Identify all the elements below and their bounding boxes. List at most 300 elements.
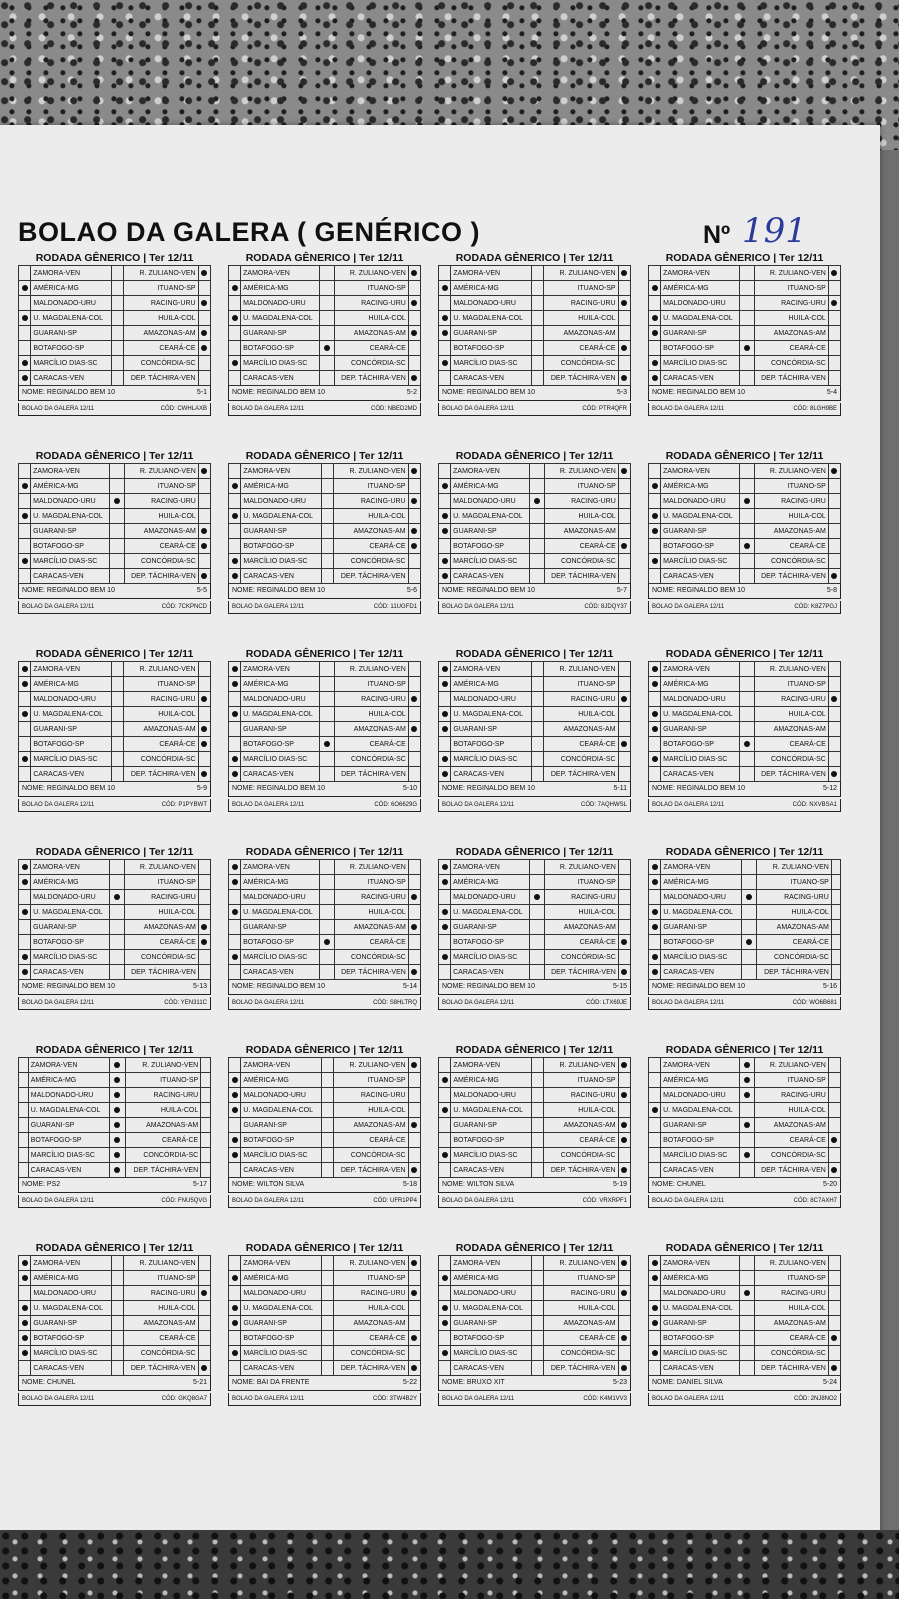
home-pick-cell bbox=[649, 539, 661, 554]
draw-pick-cell bbox=[741, 890, 757, 905]
home-team: MARCÍLIO DIAS-SC bbox=[451, 356, 531, 371]
away-team: R. ZULIANO-VEN bbox=[334, 1256, 408, 1271]
game-row bbox=[229, 752, 421, 767]
away-team: AMAZONAS-AM bbox=[335, 920, 409, 935]
card-footer-row bbox=[18, 799, 211, 812]
away-pick-cell bbox=[408, 1271, 420, 1286]
pick-mark-icon bbox=[22, 879, 28, 885]
home-pick-cell bbox=[229, 1286, 241, 1301]
away-pick-cell bbox=[828, 296, 840, 311]
away-pick-cell bbox=[618, 935, 630, 950]
draw-pick-cell bbox=[320, 341, 335, 356]
away-team: CONCÓRDIA-SC bbox=[755, 554, 829, 569]
away-team: DEP. TÁCHIRA-VEN bbox=[544, 1361, 618, 1376]
game-row bbox=[439, 677, 631, 692]
draw-pick-cell bbox=[531, 1286, 543, 1301]
pick-mark-icon bbox=[744, 1092, 750, 1098]
home-team: GUARANI-SP bbox=[451, 326, 531, 341]
game-row bbox=[229, 920, 421, 935]
away-pick-cell bbox=[408, 737, 420, 752]
home-team: ZAMORA-VEN bbox=[241, 1256, 321, 1271]
away-team: R. ZULIANO-VEN bbox=[755, 266, 829, 281]
game-row bbox=[649, 752, 841, 767]
game-row bbox=[19, 1331, 211, 1346]
home-team: AMÉRICA-MG bbox=[451, 875, 530, 890]
card-cod: CÓD: YEN311C bbox=[164, 1000, 207, 1006]
card-code: 5-5 bbox=[196, 587, 207, 594]
pick-mark-icon bbox=[411, 696, 417, 702]
card-cod: CÓD: 7AQHWSL bbox=[580, 802, 627, 808]
pick-mark-icon bbox=[621, 1092, 627, 1098]
pick-mark-icon bbox=[411, 330, 417, 336]
away-team: DEP. TÁCHIRA-VEN bbox=[335, 371, 409, 386]
away-pick-cell bbox=[618, 371, 630, 386]
away-pick-cell bbox=[831, 935, 840, 950]
pick-mark-icon bbox=[232, 483, 238, 489]
pick-mark-icon bbox=[114, 1167, 120, 1173]
game-row bbox=[439, 1088, 631, 1103]
home-pick-cell bbox=[649, 1286, 661, 1301]
draw-pick-cell bbox=[531, 737, 543, 752]
home-pick-cell bbox=[19, 677, 31, 692]
pick-mark-icon bbox=[442, 1152, 448, 1158]
home-pick-cell bbox=[649, 554, 661, 569]
game-row bbox=[19, 875, 211, 890]
draw-pick-cell bbox=[740, 722, 755, 737]
draw-pick-cell bbox=[740, 356, 755, 371]
player-name: NOME: BRUXO XIT bbox=[442, 1379, 505, 1386]
game-row bbox=[229, 1346, 421, 1361]
game-row bbox=[19, 479, 211, 494]
pick-mark-icon bbox=[442, 1305, 448, 1311]
bet-card bbox=[648, 1043, 841, 1223]
home-team: U. MAGDALENA-COL bbox=[241, 1103, 321, 1118]
away-pick-cell bbox=[828, 1256, 840, 1271]
away-pick-cell bbox=[198, 1286, 210, 1301]
away-team: DEP. TÁCHIRA-VEN bbox=[545, 965, 619, 980]
draw-pick-cell bbox=[110, 920, 125, 935]
pick-mark-icon bbox=[411, 468, 417, 474]
bolao-label: BOLAO DA GALERA 12/11 bbox=[232, 406, 305, 412]
game-row bbox=[649, 569, 841, 584]
home-team: MARCÍLIO DIAS-SC bbox=[451, 950, 530, 965]
draw-pick-cell bbox=[110, 479, 125, 494]
game-row bbox=[649, 875, 841, 890]
home-pick-cell bbox=[229, 539, 241, 554]
home-pick-cell bbox=[649, 965, 661, 980]
draw-pick-cell bbox=[531, 677, 543, 692]
card-name-row bbox=[18, 584, 211, 599]
away-pick-cell bbox=[828, 356, 840, 371]
pick-mark-icon bbox=[411, 375, 417, 381]
away-pick-cell bbox=[408, 1118, 420, 1133]
pick-mark-icon bbox=[22, 681, 28, 687]
home-team: U. MAGDALENA-COL bbox=[661, 1301, 740, 1316]
bet-card bbox=[648, 251, 841, 431]
draw-pick-cell bbox=[321, 1133, 333, 1148]
draw-pick-cell bbox=[741, 860, 757, 875]
card-title: RODADA GÊNERICO | Ter 12/11 bbox=[245, 846, 404, 858]
away-team: HUILA-COL bbox=[125, 905, 199, 920]
away-pick-cell bbox=[201, 1073, 211, 1088]
game-row bbox=[229, 1073, 421, 1088]
home-team: BOTAFOGO-SP bbox=[241, 1331, 321, 1346]
card-name-row bbox=[648, 1376, 841, 1391]
home-pick-cell bbox=[649, 311, 661, 326]
home-pick-cell bbox=[439, 1148, 451, 1163]
home-pick-cell bbox=[229, 1301, 241, 1316]
home-team: CARACAS-VEN bbox=[31, 371, 111, 386]
home-team: BOTAFOGO-SP bbox=[241, 539, 321, 554]
home-pick-cell bbox=[649, 1301, 661, 1316]
away-pick-cell bbox=[198, 1301, 210, 1316]
pick-mark-icon bbox=[442, 360, 448, 366]
draw-pick-cell bbox=[530, 569, 545, 584]
home-team: ZAMORA-VEN bbox=[661, 266, 740, 281]
game-row bbox=[19, 935, 211, 950]
home-team: BOTAFOGO-SP bbox=[661, 539, 740, 554]
home-team: BOTAFOGO-SP bbox=[661, 935, 741, 950]
away-team: ITUANO-SP bbox=[757, 875, 831, 890]
pick-mark-icon bbox=[652, 483, 658, 489]
away-pick-cell bbox=[408, 554, 420, 569]
game-row bbox=[439, 662, 631, 677]
bolao-label: BOLAO DA GALERA 12/11 bbox=[22, 1396, 95, 1402]
home-team: ZAMORA-VEN bbox=[241, 860, 320, 875]
home-team: CARACAS-VEN bbox=[661, 371, 740, 386]
game-row bbox=[19, 950, 211, 965]
home-pick-cell bbox=[19, 1088, 29, 1103]
draw-pick-cell bbox=[321, 479, 333, 494]
home-team: AMÉRICA-MG bbox=[451, 281, 531, 296]
home-team: MALDONADO-URU bbox=[451, 1286, 531, 1301]
game-row bbox=[19, 524, 211, 539]
game-row bbox=[229, 1286, 421, 1301]
home-pick-cell bbox=[439, 767, 451, 782]
away-pick-cell bbox=[828, 707, 840, 722]
draw-pick-cell bbox=[111, 266, 123, 281]
bolao-label: BOLAO DA GALERA 12/11 bbox=[442, 604, 515, 610]
away-team: DEP. TÁCHIRA-VEN bbox=[126, 1163, 201, 1178]
home-team: MALDONADO-URU bbox=[31, 692, 111, 707]
home-team: BOTAFOGO-SP bbox=[661, 341, 740, 356]
draw-pick-cell bbox=[111, 767, 123, 782]
home-team: ZAMORA-VEN bbox=[31, 1256, 111, 1271]
home-team: BOTAFOGO-SP bbox=[31, 935, 110, 950]
draw-pick-cell bbox=[321, 1271, 333, 1286]
game-row bbox=[229, 1271, 421, 1286]
draw-pick-cell bbox=[531, 266, 543, 281]
draw-pick-cell bbox=[531, 707, 543, 722]
away-team: ITUANO-SP bbox=[335, 281, 409, 296]
bet-cards-grid bbox=[18, 251, 838, 1421]
draw-pick-cell bbox=[111, 662, 123, 677]
away-team: CEARÁ-CE bbox=[755, 341, 829, 356]
pick-mark-icon bbox=[621, 543, 627, 549]
home-pick-cell bbox=[19, 875, 31, 890]
home-pick-cell bbox=[229, 1133, 241, 1148]
home-pick-cell bbox=[649, 1088, 661, 1103]
pick-mark-icon bbox=[652, 1350, 658, 1356]
home-pick-cell bbox=[649, 875, 661, 890]
away-pick-cell bbox=[408, 935, 420, 950]
pick-mark-icon bbox=[22, 558, 28, 564]
card-title: RODADA GÊNERICO | Ter 12/11 bbox=[35, 252, 194, 264]
game-row bbox=[439, 371, 631, 386]
draw-pick-cell bbox=[321, 554, 333, 569]
away-pick-cell bbox=[408, 1331, 420, 1346]
pick-mark-icon bbox=[831, 468, 837, 474]
game-row bbox=[439, 1073, 631, 1088]
home-pick-cell bbox=[19, 722, 31, 737]
game-row bbox=[229, 1316, 421, 1331]
ticket-number-handwritten: 191 bbox=[742, 211, 807, 251]
game-row bbox=[19, 1316, 211, 1331]
away-pick-cell bbox=[198, 296, 210, 311]
draw-pick-cell bbox=[740, 311, 755, 326]
draw-pick-cell bbox=[321, 1286, 333, 1301]
away-pick-cell bbox=[198, 554, 210, 569]
away-pick-cell bbox=[618, 1346, 630, 1361]
away-pick-cell bbox=[828, 341, 840, 356]
game-row bbox=[439, 1256, 631, 1271]
card-title: RODADA GÊNERICO | Ter 12/11 bbox=[245, 648, 404, 660]
home-pick-cell bbox=[439, 1301, 451, 1316]
card-name-row bbox=[228, 386, 421, 401]
away-team: HUILA-COL bbox=[124, 1301, 198, 1316]
card-name-row bbox=[18, 1178, 211, 1193]
games-table bbox=[438, 463, 631, 584]
home-team: BOTAFOGO-SP bbox=[31, 1331, 111, 1346]
away-team: CONCÓRDIA-SC bbox=[334, 1148, 408, 1163]
away-team: HUILA-COL bbox=[334, 509, 408, 524]
home-pick-cell bbox=[439, 950, 451, 965]
home-team: ZAMORA-VEN bbox=[28, 1058, 109, 1073]
home-team: MARCÍLIO DIAS-SC bbox=[661, 752, 740, 767]
pick-mark-icon bbox=[411, 300, 417, 306]
draw-pick-cell bbox=[531, 767, 543, 782]
away-team: CEARÁ-CE bbox=[334, 1331, 408, 1346]
game-row bbox=[649, 737, 841, 752]
home-team: AMÉRICA-MG bbox=[451, 1271, 531, 1286]
pick-mark-icon bbox=[831, 1335, 837, 1341]
card-code: 5-13 bbox=[192, 983, 207, 990]
player-name: NOME: DANIEL SILVA bbox=[652, 1379, 723, 1386]
pick-mark-icon bbox=[652, 756, 658, 762]
games-table bbox=[18, 661, 211, 782]
pick-mark-icon bbox=[744, 498, 750, 504]
game-row bbox=[19, 311, 211, 326]
pick-mark-icon bbox=[411, 1365, 417, 1371]
draw-pick-cell bbox=[530, 554, 545, 569]
pick-mark-icon bbox=[831, 573, 837, 579]
pick-mark-icon bbox=[114, 1107, 120, 1113]
home-pick-cell bbox=[19, 356, 31, 371]
away-team: AMAZONAS-AM bbox=[755, 326, 829, 341]
home-pick-cell bbox=[19, 692, 31, 707]
away-pick-cell bbox=[828, 1346, 840, 1361]
draw-pick-cell bbox=[321, 1256, 333, 1271]
bet-card bbox=[228, 845, 421, 1025]
draw-pick-cell bbox=[110, 905, 125, 920]
game-row bbox=[649, 935, 841, 950]
game-row bbox=[229, 569, 421, 584]
home-pick-cell bbox=[19, 1133, 29, 1148]
home-pick-cell bbox=[439, 677, 451, 692]
game-row bbox=[19, 1286, 211, 1301]
bolao-label: BOLAO DA GALERA 12/11 bbox=[232, 1198, 305, 1204]
home-pick-cell bbox=[19, 1256, 31, 1271]
home-team: CARACAS-VEN bbox=[661, 767, 740, 782]
pick-mark-icon bbox=[621, 345, 627, 351]
card-name-row bbox=[648, 980, 841, 995]
draw-pick-cell bbox=[740, 692, 755, 707]
away-pick-cell bbox=[828, 1301, 840, 1316]
game-row bbox=[439, 920, 631, 935]
player-name: NOME: REGINALDO BEM 10 bbox=[442, 785, 535, 792]
home-pick-cell bbox=[19, 1286, 31, 1301]
game-row bbox=[229, 539, 421, 554]
home-pick-cell bbox=[439, 737, 451, 752]
home-team: U. MAGDALENA-COL bbox=[31, 1301, 111, 1316]
away-pick-cell bbox=[408, 965, 420, 980]
draw-pick-cell bbox=[531, 1256, 543, 1271]
home-pick-cell bbox=[19, 905, 31, 920]
game-row bbox=[439, 965, 631, 980]
away-pick-cell bbox=[198, 266, 210, 281]
game-row bbox=[649, 1103, 841, 1118]
card-cod: CÓD: 11UGFD1 bbox=[373, 604, 417, 610]
home-pick-cell bbox=[439, 326, 451, 341]
home-team: U. MAGDALENA-COL bbox=[661, 509, 740, 524]
draw-pick-cell bbox=[320, 767, 335, 782]
away-pick-cell bbox=[408, 950, 420, 965]
home-team: MARCÍLIO DIAS-SC bbox=[661, 356, 740, 371]
away-team: CEARÁ-CE bbox=[125, 935, 199, 950]
home-team: ZAMORA-VEN bbox=[31, 464, 110, 479]
pick-mark-icon bbox=[232, 360, 238, 366]
game-row bbox=[439, 935, 631, 950]
pick-mark-icon bbox=[652, 1107, 658, 1113]
away-team: HUILA-COL bbox=[755, 1103, 829, 1118]
draw-pick-cell bbox=[321, 1103, 333, 1118]
away-pick-cell bbox=[198, 767, 210, 782]
home-team: MARCÍLIO DIAS-SC bbox=[661, 1346, 740, 1361]
card-code: 5-16 bbox=[822, 983, 837, 990]
away-pick-cell bbox=[408, 767, 420, 782]
home-pick-cell bbox=[649, 890, 661, 905]
card-code: 5-9 bbox=[196, 785, 207, 792]
draw-pick-cell bbox=[740, 569, 755, 584]
draw-pick-cell bbox=[530, 920, 545, 935]
away-pick-cell bbox=[618, 1256, 630, 1271]
card-cod: CÓD: 8JDQY37 bbox=[584, 604, 627, 610]
card-code: 5-24 bbox=[822, 1379, 837, 1386]
pick-mark-icon bbox=[114, 1122, 120, 1128]
away-pick-cell bbox=[201, 1058, 211, 1073]
away-team: R. ZULIANO-VEN bbox=[544, 662, 618, 677]
game-row bbox=[649, 1118, 841, 1133]
away-team: CEARÁ-CE bbox=[334, 539, 408, 554]
home-team: AMÉRICA-MG bbox=[31, 479, 110, 494]
away-pick-cell bbox=[408, 1088, 420, 1103]
home-pick-cell bbox=[439, 1271, 451, 1286]
games-table bbox=[228, 661, 421, 782]
card-code: 5-4 bbox=[826, 389, 837, 396]
draw-pick-cell bbox=[741, 965, 757, 980]
draw-pick-cell bbox=[321, 1088, 333, 1103]
draw-pick-cell bbox=[740, 767, 755, 782]
away-team: CONCÓRDIA-SC bbox=[755, 752, 829, 767]
bolao-label: BOLAO DA GALERA 12/11 bbox=[22, 604, 95, 610]
bolao-label: BOLAO DA GALERA 12/11 bbox=[232, 802, 305, 808]
pick-mark-icon bbox=[442, 528, 448, 534]
away-pick-cell bbox=[198, 875, 210, 890]
game-row bbox=[229, 1058, 421, 1073]
home-pick-cell bbox=[649, 767, 661, 782]
away-pick-cell bbox=[831, 920, 840, 935]
home-pick-cell bbox=[229, 752, 241, 767]
draw-pick-cell bbox=[740, 341, 755, 356]
game-row bbox=[229, 1103, 421, 1118]
game-row bbox=[439, 707, 631, 722]
card-cod: CÓD: FNU5QVG bbox=[161, 1198, 207, 1204]
games-table bbox=[438, 1057, 631, 1178]
home-pick-cell bbox=[649, 737, 661, 752]
draw-pick-cell bbox=[110, 524, 125, 539]
away-pick-cell bbox=[828, 1331, 840, 1346]
card-footer-row bbox=[438, 403, 631, 416]
away-team: ITUANO-SP bbox=[124, 281, 198, 296]
away-team: CONCÓRDIA-SC bbox=[755, 1346, 829, 1361]
home-team: U. MAGDALENA-COL bbox=[451, 509, 530, 524]
home-team: ZAMORA-VEN bbox=[31, 662, 111, 677]
draw-pick-cell bbox=[111, 1316, 123, 1331]
game-row bbox=[439, 737, 631, 752]
draw-pick-cell bbox=[740, 707, 755, 722]
away-pick-cell bbox=[618, 965, 630, 980]
pick-mark-icon bbox=[411, 528, 417, 534]
away-team: DEP. TÁCHIRA-VEN bbox=[335, 965, 409, 980]
home-pick-cell bbox=[229, 1148, 241, 1163]
away-team: RACING-URU bbox=[125, 890, 199, 905]
pick-mark-icon bbox=[652, 1260, 658, 1266]
pick-mark-icon bbox=[22, 1320, 28, 1326]
away-team: ITUANO-SP bbox=[125, 875, 199, 890]
home-pick-cell bbox=[649, 860, 661, 875]
card-title: RODADA GÊNERICO | Ter 12/11 bbox=[245, 252, 404, 264]
draw-pick-cell bbox=[530, 464, 545, 479]
game-row bbox=[19, 539, 211, 554]
card-title: RODADA GÊNERICO | Ter 12/11 bbox=[665, 252, 824, 264]
away-team: CONCÓRDIA-SC bbox=[544, 356, 618, 371]
home-pick-cell bbox=[439, 920, 451, 935]
card-footer-row bbox=[18, 601, 211, 614]
pick-mark-icon bbox=[411, 969, 417, 975]
game-row bbox=[439, 950, 631, 965]
away-team: CONCÓRDIA-SC bbox=[125, 950, 199, 965]
draw-pick-cell bbox=[740, 494, 755, 509]
game-row bbox=[439, 1163, 631, 1178]
home-team: MALDONADO-URU bbox=[661, 1088, 740, 1103]
draw-pick-cell bbox=[110, 890, 125, 905]
away-pick-cell bbox=[408, 920, 420, 935]
away-pick-cell bbox=[408, 524, 420, 539]
pick-mark-icon bbox=[746, 894, 752, 900]
home-pick-cell bbox=[229, 1331, 241, 1346]
game-row bbox=[439, 296, 631, 311]
draw-pick-cell bbox=[111, 311, 123, 326]
